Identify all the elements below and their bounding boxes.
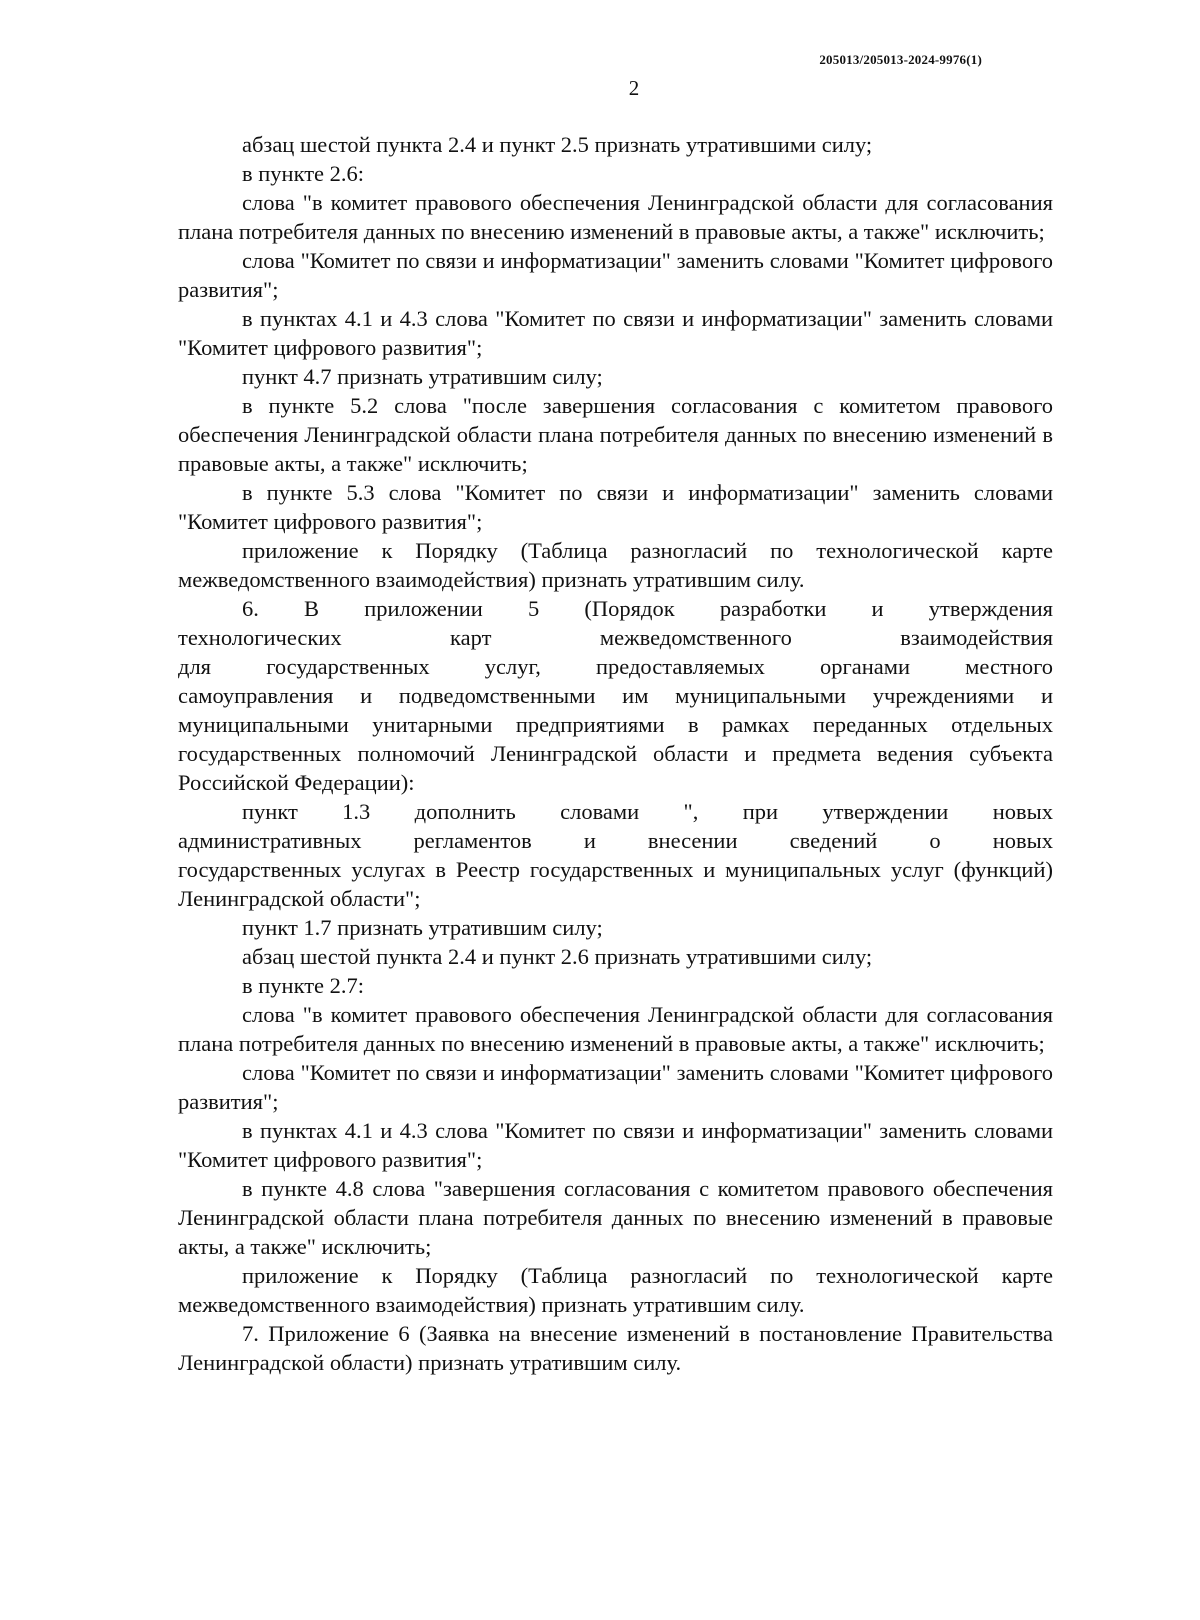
point-1-3-paragraph xyxy=(178,797,1053,913)
paragraph: в пункте 5.3 слова "Комитет по связи и информатизации" заменить словами "Комитет цифрового развития"; xyxy=(178,480,1053,534)
paragraph-line: для государственных услуг, предоставляемых органами местного xyxy=(178,654,1053,679)
paragraph: абзац шестой пункта 2.4 и пункт 2.5 признать утратившими силу; xyxy=(242,132,873,157)
paragraph: приложение к Порядку (Таблица разногласий по технологической карте межведомственного взаимодействия) признать утратившим силу. xyxy=(178,538,1053,592)
paragraph: приложение к Порядку (Таблица разногласий по технологической карте межведомственного взаимодействия) признать утратившим силу. xyxy=(178,1263,1053,1317)
document-number: 205013/205013-2024-9976(1) xyxy=(819,52,982,67)
paragraph: в пунктах 4.1 и 4.3 слова "Комитет по связи и информатизации" заменить словами "Комитет цифрового развития"; xyxy=(178,1118,1053,1172)
paragraph: абзац шестой пункта 2.4 и пункт 2.6 признать утратившими силу; xyxy=(242,944,873,969)
paragraph-line: государственных услугах в Реестр государственных и муниципальных услуг (функций) Ленинградской области"; xyxy=(178,857,1053,911)
paragraph-line: 6. В приложении 5 (Порядок разработки и утверждения xyxy=(242,596,1053,621)
section-6-intro xyxy=(178,594,1053,797)
paragraph: пункт 1.7 признать утратившим силу; xyxy=(242,915,603,940)
paragraph: пункт 4.7 признать утратившим силу; xyxy=(242,364,603,389)
paragraph-line: технологических карт межведомственного взаимодействия xyxy=(178,625,1053,650)
paragraph: в пунктах 4.1 и 4.3 слова "Комитет по связи и информатизации" заменить словами "Комитет цифрового развития"; xyxy=(178,306,1053,360)
paragraph: 7. Приложение 6 (Заявка на внесение изменений в постановление Правительства Ленинградской области) признать утратившим силу. xyxy=(178,1321,1053,1375)
paragraph: слова "в комитет правового обеспечения Ленинградской области для согласования плана потребителя данных по внесению изменений в правовые акты, а также" исключить; xyxy=(178,1002,1053,1056)
paragraph: слова "Комитет по связи и информатизации" заменить словами "Комитет цифрового развития"; xyxy=(178,1060,1053,1114)
page-number: 2 xyxy=(628,76,640,100)
paragraph: в пункте 5.2 слова "после завершения согласования с комитетом правового обеспечения Ленинградской области плана потребителя данных по внесению изменений в правовые акты, а также" исключить; xyxy=(178,393,1053,476)
paragraph: в пункте 2.7: xyxy=(242,973,365,998)
paragraph: слова "в комитет правового обеспечения Ленинградской области для согласования плана потребителя данных по внесению изменений в правовые акты, а также" исключить; xyxy=(178,190,1053,244)
paragraph-line: самоуправления и подведомственными им муниципальными учреждениями и муниципальными унитарными предприятиями в рамках переданных отдельных государственных полномочий Ленинградской области и предмета ведения субъекта Российской Федерации): xyxy=(178,683,1053,795)
paragraph-line: пункт 1.3 дополнить словами ", при утверждении новых xyxy=(242,799,1053,824)
document-body xyxy=(178,130,1053,1377)
paragraph: слова "Комитет по связи и информатизации" заменить словами "Комитет цифрового развития"; xyxy=(178,248,1053,302)
paragraph: в пункте 4.8 слова "завершения согласования с комитетом правового обеспечения Ленинградской области плана потребителя данных по внесению изменений в правовые акты, а также" исключить; xyxy=(178,1176,1053,1259)
paragraph-line: административных регламентов и внесении сведений о новых xyxy=(178,828,1053,853)
paragraph: в пункте 2.6: xyxy=(242,161,365,186)
